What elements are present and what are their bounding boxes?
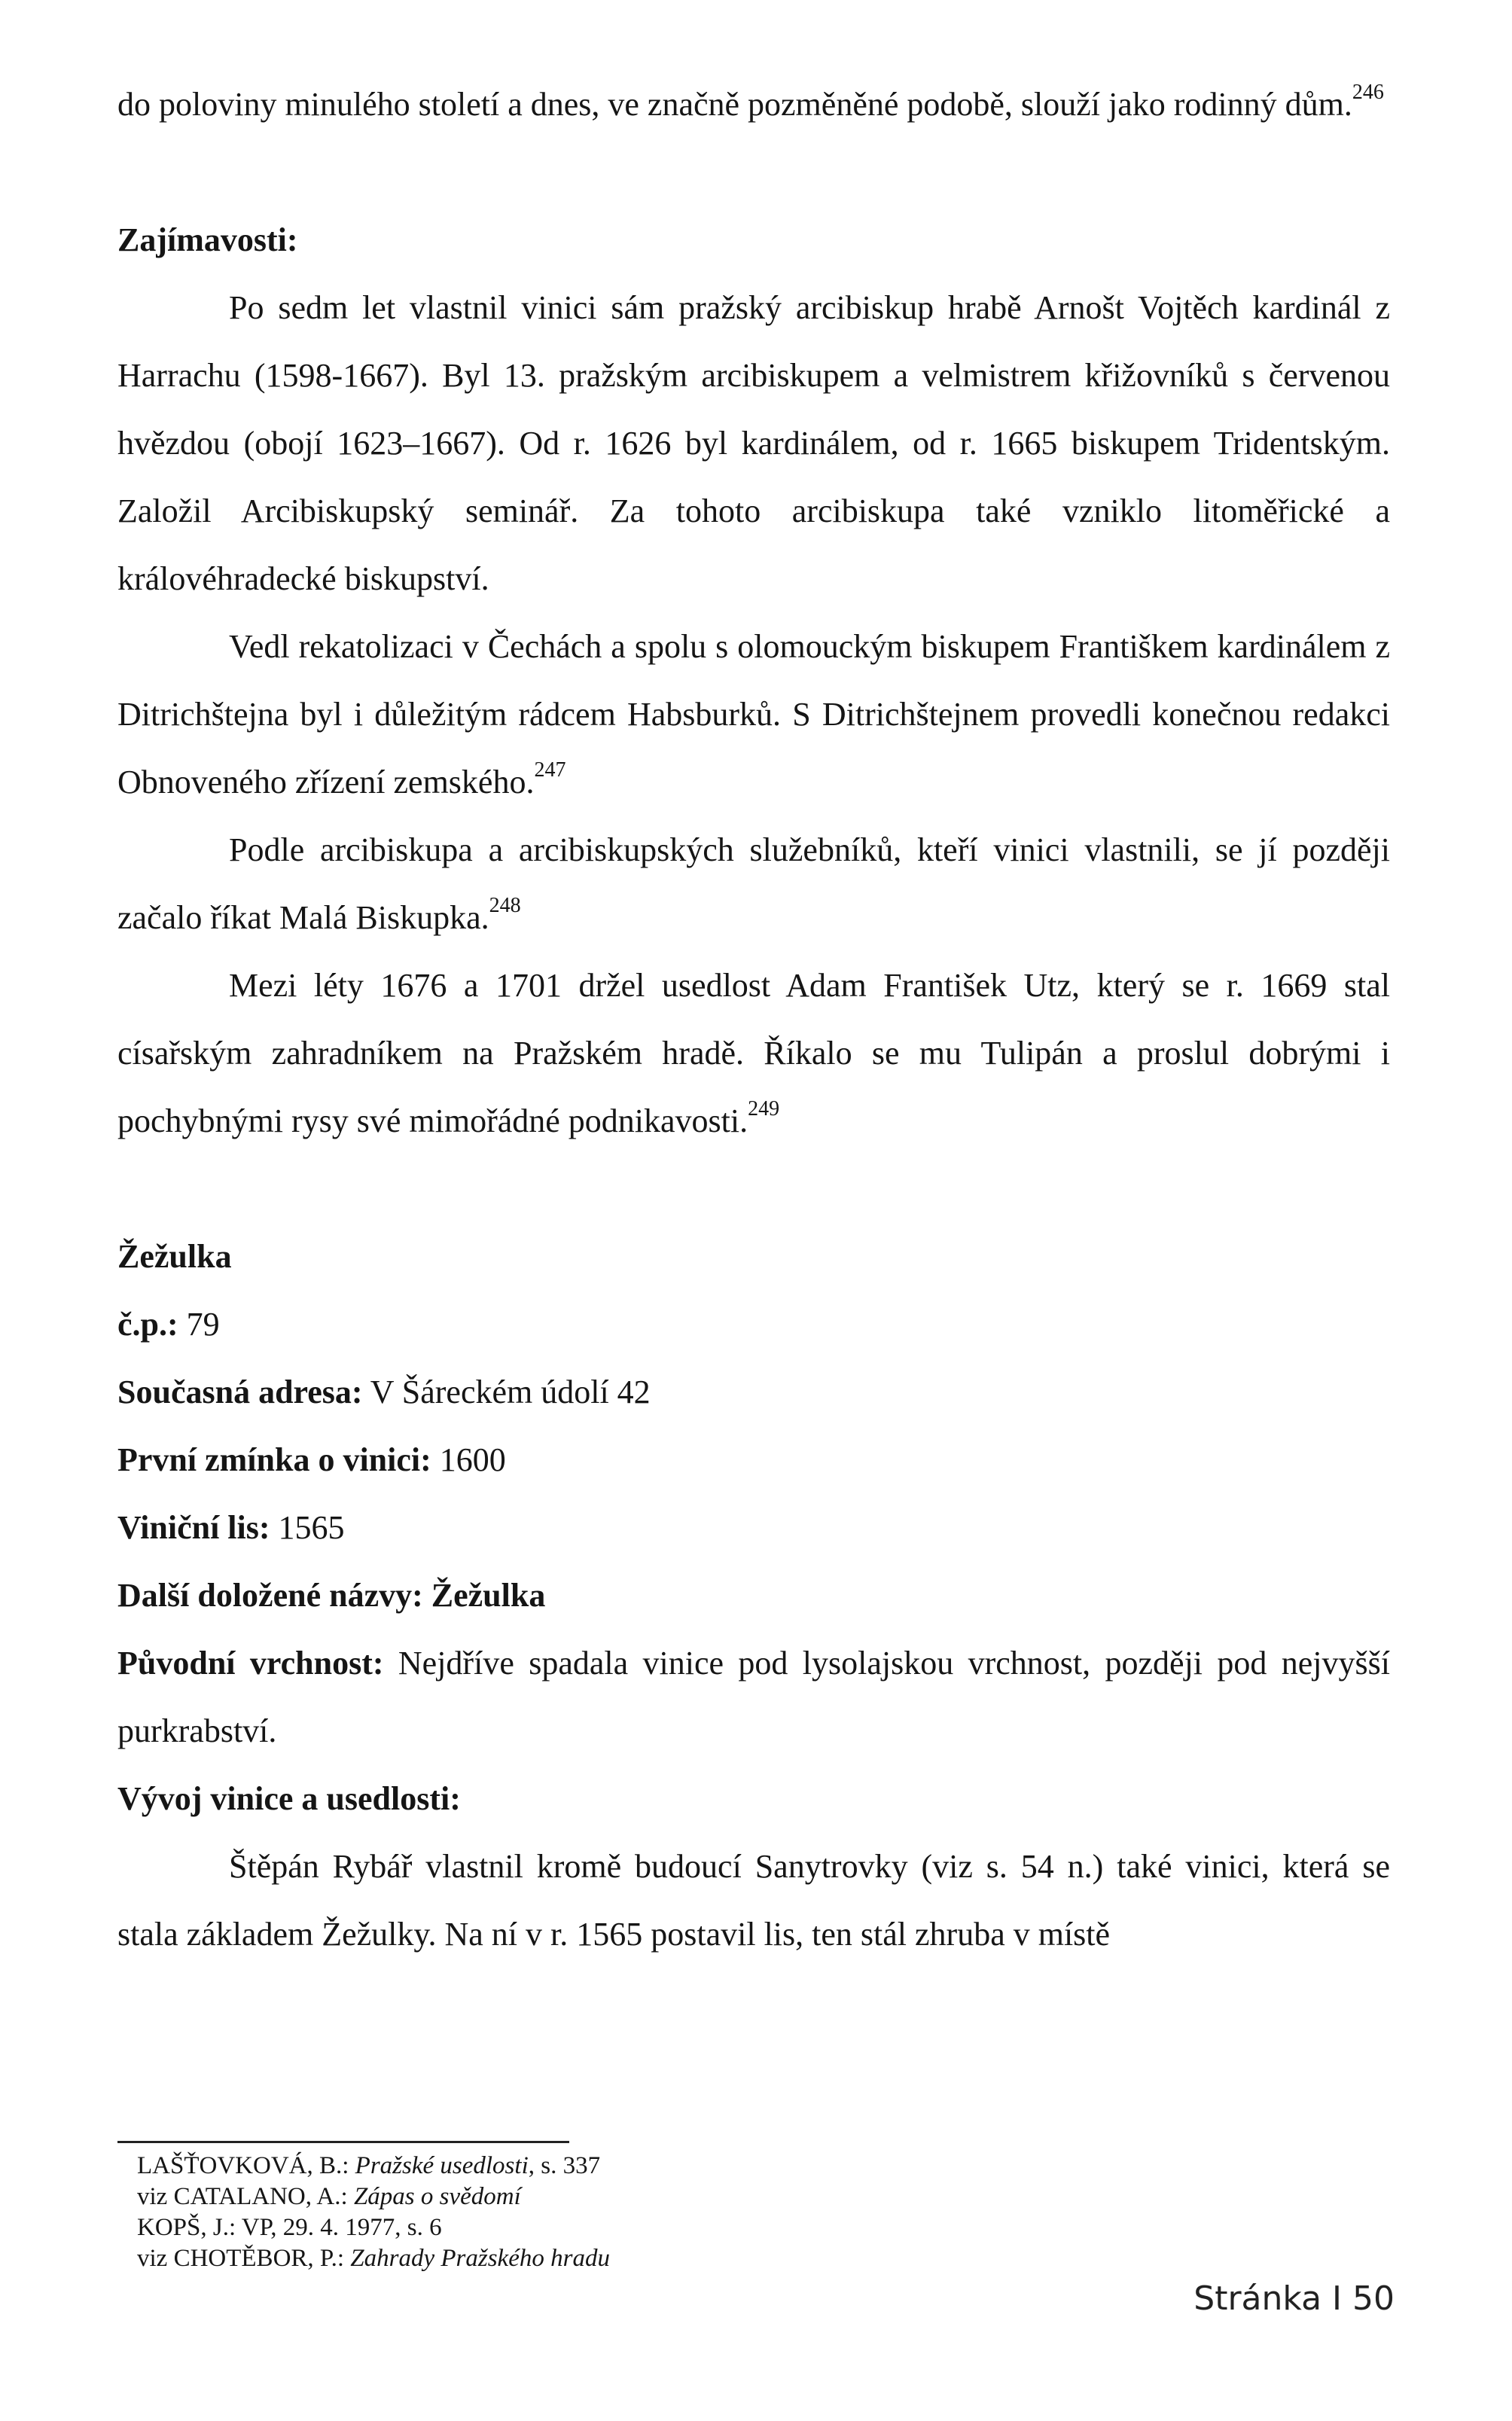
footnote-separator	[117, 2141, 569, 2143]
paragraph-4-text: Mezi léty 1676 a 1701 držel usedlost Adam František Utz, který se r. 1669 stal císařským zahradníkem na Pražském hradě. Říkalo se mu Tulipán a proslul dobrými i pochybnými rysy své mimořádné podnikavosti.	[117, 967, 1390, 1139]
footnote-248	[137, 2212, 610, 2243]
footnote-ref-246[interactable]: 246	[1352, 81, 1384, 105]
footnote-246-author: LAŠŤOVKOVÁ, B.:	[137, 2152, 355, 2179]
development-heading: Vývoj vinice a usedlosti:	[117, 1780, 461, 1817]
page-number: Stránka I 50	[1193, 2279, 1395, 2318]
cp-value: 79	[178, 1306, 220, 1343]
first-mention-value: 1600	[431, 1441, 506, 1478]
first-mention-row	[117, 1426, 1390, 1494]
zajimavosti-paragraph-3	[117, 816, 1390, 952]
address-value: V Šáreckém údolí 42	[362, 1374, 651, 1410]
footnote-247-author: viz CATALANO, A.:	[137, 2183, 354, 2210]
paragraph-2-text: Vedl rekatolizaci v Čechách a spolu s olomouckým biskupem Františkem kardinálem z Ditrichštejna byl i důležitým rádcem Habsburků. S Ditrichštejnem provedli konečnou redakci Obnoveného zřízení zemského.	[117, 628, 1390, 800]
footnote-ref-247[interactable]: 247	[534, 758, 566, 782]
paragraph-3-text: Podle arcibiskupa a arcibiskupských služebníků, kteří vinici vlastnili, se jí později začalo říkat Malá Biskupka.	[117, 831, 1390, 936]
footnote-246-page: , s. 337	[528, 2152, 601, 2179]
footnote-ref-248[interactable]: 248	[489, 894, 521, 918]
footnote-247-title: Zápas o svědomí	[353, 2183, 521, 2210]
footnote-246	[137, 2151, 610, 2182]
wine-press-row	[117, 1494, 1390, 1562]
intro-text: do poloviny minulého století a dnes, ve značně pozměněné podobě, slouží jako rodinný dům.	[117, 86, 1352, 123]
footnote-ref-249[interactable]: 249	[748, 1097, 780, 1121]
footnote-246-title: Pražské usedlosti	[355, 2152, 529, 2179]
zajimavosti-paragraph-2	[117, 613, 1390, 816]
other-names-row	[117, 1562, 1390, 1630]
development-paragraph: Štěpán Rybář vlastnil kromě budoucí Sanytrovky (viz s. 54 n.) také vinici, která se stala základem Žežulky. Na ní v r. 1565 postavil lis, ten stál zhruba v místě	[117, 1848, 1390, 1953]
zajimavosti-heading: Zajímavosti:	[117, 221, 298, 258]
other-names-label: Další doložené názvy:	[117, 1577, 423, 1614]
cp-label: č.p.:	[117, 1306, 178, 1343]
cp-row	[117, 1291, 1390, 1358]
main-text	[117, 71, 1390, 1968]
zajimavosti-paragraph-4	[117, 952, 1390, 1155]
original-authority-row	[117, 1630, 1390, 1765]
footnote-248-text: KOPŠ, J.: VP, 29. 4. 1977, s. 6	[137, 2214, 442, 2241]
address-row	[117, 1358, 1390, 1426]
wine-press-value: 1565	[270, 1509, 345, 1546]
first-mention-label: První zmínka o vinici:	[117, 1441, 431, 1478]
address-label: Současná adresa:	[117, 1374, 363, 1410]
intro-paragraph	[117, 71, 1390, 139]
other-names-value: Žežulka	[422, 1577, 546, 1614]
wine-press-label: Viniční lis:	[117, 1509, 270, 1546]
zajimavosti-paragraph-1: Po sedm let vlastnil vinici sám pražský arcibiskup hrabě Arnošt Vojtěch kardinál z Harrachu (1598-1667). Byl 13. pražským arcibiskupem a velmistrem křižovníků s červenou hvězdou (obojí 1623–1667). Od r. 1626 byl kardinálem, od r. 1665 biskupem Tridentským. Založil Arcibiskupský seminář. Za tohoto arcibiskupa také vzniklo litoměřické a královéhradecké biskupství.	[117, 289, 1390, 597]
footnote-249-title: Zahrady Pražského hradu	[350, 2245, 610, 2272]
footnote-247	[137, 2182, 610, 2212]
zezulka-title: Žežulka	[117, 1238, 232, 1275]
original-authority-label: Původní vrchnost:	[117, 1645, 384, 1682]
original-authority-value: Nejdříve spadala vinice pod lysolajskou vrchnost, později pod nejvyšší purkrabství.	[117, 1645, 1390, 1749]
footnote-249-author: viz CHOTĚBOR, P.:	[137, 2245, 351, 2272]
footnotes	[137, 2151, 610, 2274]
footnote-249	[137, 2243, 610, 2274]
